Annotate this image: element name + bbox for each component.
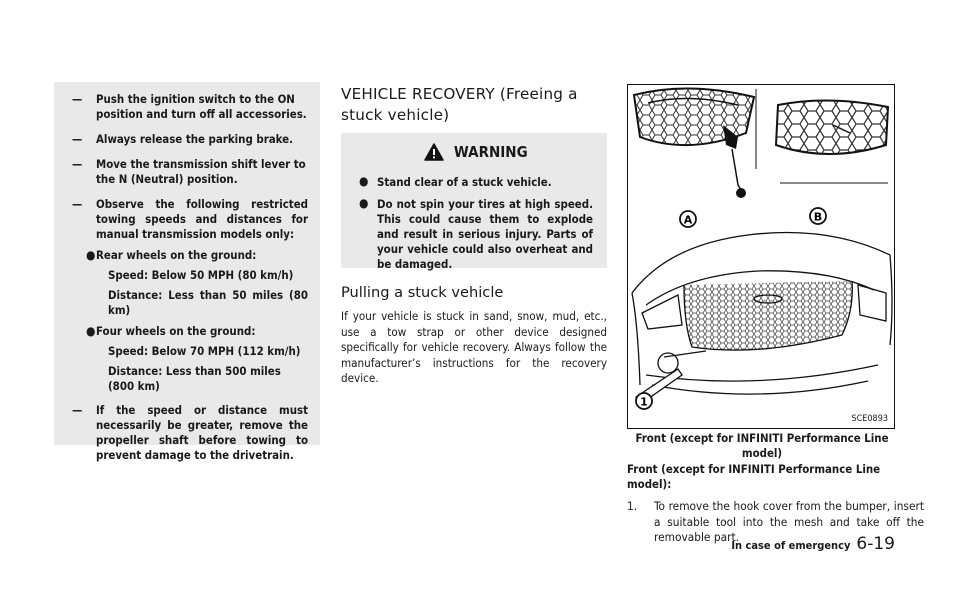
warning-title: WARNING	[453, 142, 528, 161]
inset-b-grille	[776, 100, 888, 183]
footer-section: In case of emergency	[731, 539, 851, 552]
bullet-icon: ●	[86, 248, 96, 262]
step-parking-brake: — Always release the parking brake.	[72, 132, 294, 146]
vehicle-front-drawing	[628, 85, 894, 428]
svg-text:1: 1	[640, 395, 648, 409]
warning-item: ● Stand clear of a stuck vehicle.	[359, 174, 552, 189]
front-distance: Distance: Less than 500 miles (800 km)	[108, 364, 281, 393]
callout-a	[680, 211, 696, 227]
bullet-icon: ●	[86, 324, 96, 338]
four-wheels-item	[66, 324, 308, 339]
warning-box	[341, 133, 607, 271]
section-title: VEHICLE RECOVERY (Freeing a stuck vehicle)	[341, 85, 578, 124]
body-paragraph: If your vehicle is stuck in sand, snow, mud, etc., use a tow strap or other device designed specifically for vehicle recovery. Always follow the manufacturer’s instructions for the recovery device.	[341, 309, 607, 385]
model-label: Front (except for INFINITI Performance Line model):	[627, 462, 881, 491]
figure-code: SCE0893	[851, 414, 888, 424]
rear-wheels-heading: Rear wheels on the ground:	[96, 248, 257, 262]
warning-icon	[424, 143, 444, 161]
warning-item: ● Do not spin your tires at high speed. This could cause them to explode and result in serious injury. Parts of your vehicle could also overheat and be damaged.	[359, 196, 593, 271]
towing-instructions-box	[54, 82, 320, 462]
page-number: 6-19	[856, 534, 895, 554]
step-ignition: — Push the ignition switch to the ON position and turn off all accessories.	[72, 92, 307, 121]
page-footer	[731, 534, 895, 554]
figure-caption: Front (except for INFINITI Performance Line model)	[635, 431, 889, 460]
subheading: Pulling a stuck vehicle	[341, 284, 504, 301]
inset-a-grille	[634, 88, 756, 198]
callout-1	[636, 393, 652, 409]
step-remove-cover: 1. To remove the hook cover from the bumper, insert a suitable tool into the mesh and take off the removable part.	[627, 499, 924, 544]
step-propeller-shaft: — If the speed or distance must necessarily be greater, remove the propeller shaft before towing to prevent damage to the drivetrain.	[72, 403, 308, 462]
callout-b	[810, 208, 826, 224]
bullet-icon: ●	[359, 174, 369, 188]
svg-text:B: B	[813, 210, 823, 224]
step-shift-lever: — Move the transmission shift lever to the N (Neutral) position.	[72, 157, 306, 186]
svg-text:A: A	[683, 213, 693, 227]
front-hook-illustration	[627, 84, 895, 429]
front-speed: Speed: Below 70 MPH (112 km/h)	[108, 344, 301, 358]
four-wheels-heading: Four wheels on the ground:	[96, 324, 256, 338]
step-towing-speeds: — Observe the following restricted towing speeds and distances for manual transmission models only:	[72, 197, 308, 241]
rear-distance: Distance: Less than 50 miles (80 km)	[108, 288, 308, 317]
warning-header	[359, 143, 593, 161]
bullet-icon: ●	[359, 196, 369, 210]
car-front	[632, 233, 892, 395]
rear-wheels-item	[66, 248, 308, 263]
rear-speed: Speed: Below 50 MPH (80 km/h)	[108, 268, 294, 282]
vehicle-recovery-section	[341, 84, 607, 126]
